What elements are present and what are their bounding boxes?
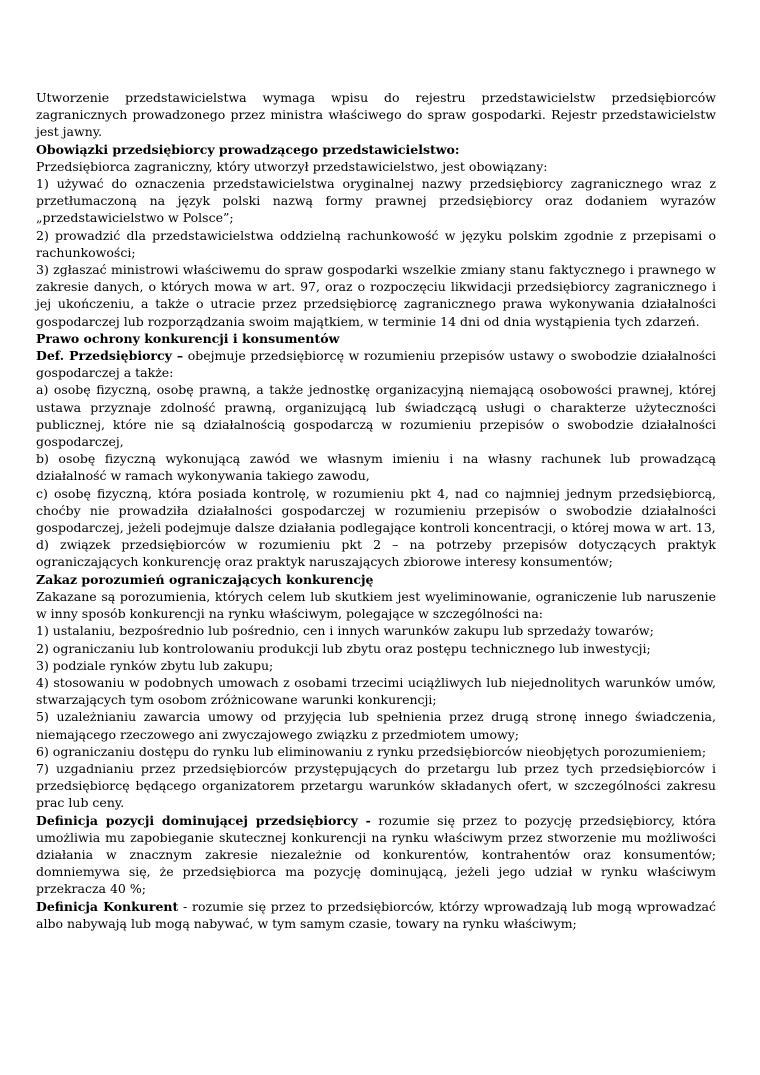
section-heading-obligations: Obowiązki przedsiębiorcy prowadzącego przedstawicielstwo: xyxy=(36,141,460,157)
list-item: 4) stosowaniu w podobnych umowach z osobami trzecimi uciążliwych lub niejednolitych warunków umów, stwarzających tym osobom zróżnicowane warunki konkurencji; xyxy=(36,674,716,708)
definition-text: rozumie się przez to pozycję przedsiębiorcy, która umożliwia mu zapobieganie skutecznej konkurencji na rynku właściwym przez stworzenie mu możliwości działania w znacznym zakresie niezależnie od konkurentów, kontrahentów oraz konsumentów; domniemywa się, że przedsiębiorca ma pozycję dominującą, jeżeli jego udział w rynku właściwym przekracza 40 %; xyxy=(36,812,716,897)
definition-entrepreneur xyxy=(36,347,716,381)
list-item: 2) ograniczaniu lub kontrolowaniu produkcji lub zbytu oraz postępu technicznego lub inwestycji; xyxy=(36,640,651,656)
intro-paragraph: Utworzenie przedstawicielstwa wymaga wpisu do rejestru przedstawicielstw przedsiębiorców zagranicznych prowadzonego przez ministra właściwego do spraw gospodarki. Rejestr przedstawicielstw jest jawny. xyxy=(36,90,716,140)
definition-label: Definicja Konkurent xyxy=(36,898,179,914)
section-heading-agreements: Zakaz porozumień ograniczających konkurencję xyxy=(36,571,374,587)
section-heading-competition-law: Prawo ochrony konkurencji i konsumentów xyxy=(36,330,340,346)
obligations-intro: Przedsiębiorca zagraniczny, który utworzył przedstawicielstwo, jest obowiązany: xyxy=(36,158,548,174)
definition-label: Def. Przedsiębiorcy – xyxy=(36,348,184,364)
list-item: b) osobę fizyczną wykonującą zawód we własnym imieniu i na własny rachunek lub prowadzącą działalność w ramach wykonywania takiego zawodu, xyxy=(36,451,716,484)
list-item: 1) ustalaniu, bezpośrednio lub pośrednio, cen i innych warunków zakupu lub sprzedaży towarów; xyxy=(36,623,654,639)
list-item: c) osobę fizyczną, która posiada kontrolę, w rozumieniu pkt 4, nad co najmniej jednym przedsiębiorcą, choćby nie prowadziła działalności gospodarczej w rozumieniu przepisów o swobodzie działalności gospodarczej, jeżeli podejmuje dalsze działania podlegające kontroli koncentracji, o której mowa w art. 13, xyxy=(36,485,716,536)
list-item: 2) prowadzić dla przedstawicielstwa oddzielną rachunkowość w języku polskim zgodnie z przepisami o rachunkowości; xyxy=(36,227,716,260)
list-item: 5) uzależnianiu zawarcia umowy od przyjęcia lub spełnienia przez drugą stronę innego świadczenia, niemającego rzeczowego ani zwyczajowego związku z przedmiotem umowy; xyxy=(36,709,716,742)
list-item: 3) zgłaszać ministrowi właściwemu do spraw gospodarki wszelkie zmiany stanu faktycznego i prawnego w zakresie danych, o których mowa w art. 97, oraz o rozpoczęciu likwidacji przedsiębiorcy zagranicznego i jej ukończeniu, a także o utracie przez przedsiębiorcę zagranicznego prawa wykonywania działalności gospodarczej lub rozporządzania swoim majątkiem, w terminie 14 dni od dnia wystąpienia tych zdarzeń. xyxy=(36,262,716,329)
list-item: 7) uzgadnianiu przez przedsiębiorców przystępujących do przetargu lub przez tych przedsiębiorców i przedsiębiorcę będącego organizatorem przetargu warunków składanych ofert, w szczególności zakresu prac lub ceny. xyxy=(36,760,716,811)
list-item: a) osobę fizyczną, osobę prawną, a także jednostkę organizacyjną niemającą osobowości prawnej, której ustawa przyznaje zdolność prawną, organizującą lub świadczącą usługi o charakterze użyteczności publicznej, które nie są działalnością gospodarczą w rozumieniu przepisów o swobodzie działalności gospodarczej, xyxy=(36,382,716,450)
definition-text: - rozumie się przez to przedsiębiorców, którzy wprowadzają lub mogą wprowadzać albo nabywają lub mogą nabywać, w tym samym czasie, towary na rynku właściwym; xyxy=(36,898,716,931)
list-item: 3) podziale rynków zbytu lub zakupu; xyxy=(36,657,274,673)
list-item: d) związek przedsiębiorców w rozumieniu pkt 2 – na potrzeby przepisów dotyczących praktyk ograniczających konkurencję oraz praktyk naruszających zbiorowe interesy konsumentów; xyxy=(36,537,716,570)
definition-competitor xyxy=(36,898,716,932)
agreements-intro: Zakazane są porozumienia, których celem lub skutkiem jest wyeliminowanie, ograniczenie lub naruszenie w inny sposób konkurencji na rynku właściwym, polegające w szczególności na: xyxy=(36,588,716,622)
list-item: 6) ograniczaniu dostępu do rynku lub eliminowaniu z rynku przedsiębiorców nieobjętych porozumieniem; xyxy=(36,743,707,759)
list-item: 1) używać do oznaczenia przedstawicielstwa oryginalnej nazwy przedsiębiorcy zagranicznego wraz z przetłumaczoną na język polski nazwą formy prawnej przedsiębiorcy oraz dodaniem wyrazów „przedstawicielstwo w Polsce”; xyxy=(36,176,716,226)
definition-text: obejmuje przedsiębiorcę w rozumieniu przepisów ustawy o swobodzie działalności gospodarczej a także: xyxy=(36,348,716,381)
definition-label: Definicja pozycji dominującej przedsiębiorcy - xyxy=(36,812,371,828)
definition-dominant-position xyxy=(36,812,716,898)
document-page xyxy=(36,89,716,932)
